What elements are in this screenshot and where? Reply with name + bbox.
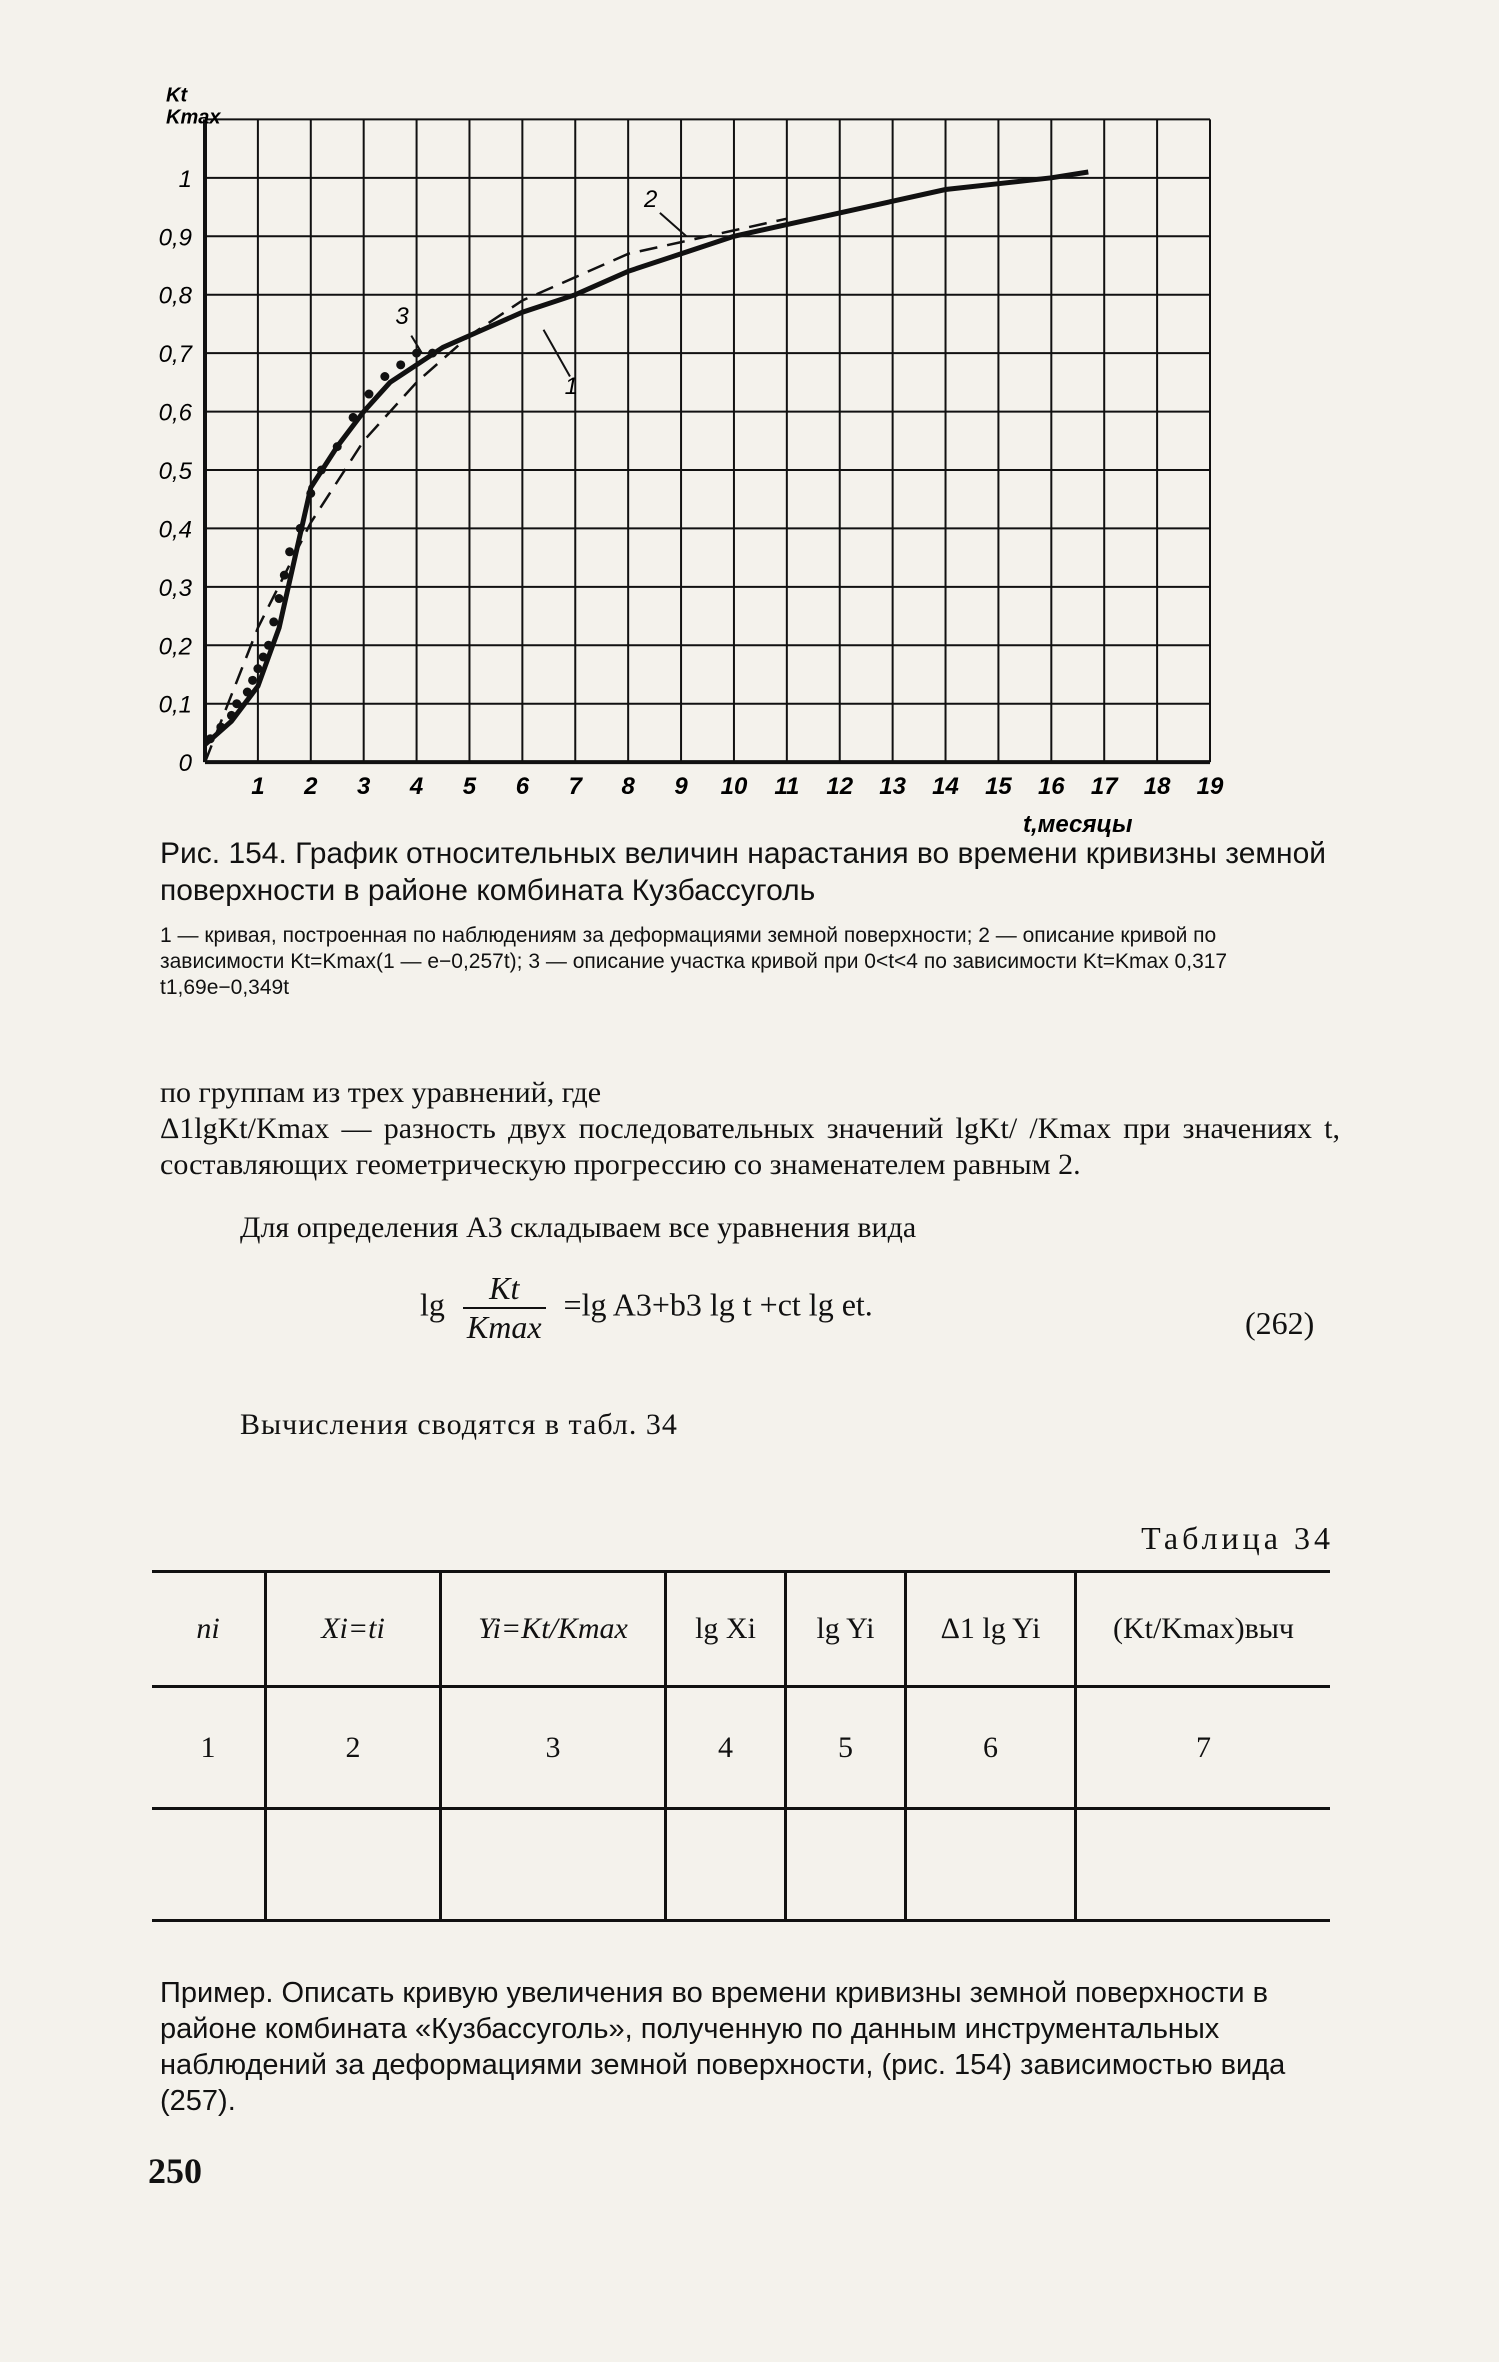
table-34 <box>152 1570 1330 1922</box>
x-tick-label: 12 <box>826 773 854 801</box>
x-tick-label: 15 <box>985 773 1012 801</box>
data-point <box>280 571 289 580</box>
data-point <box>259 652 268 661</box>
figure-154-chart <box>158 84 1330 839</box>
data-point <box>428 349 437 358</box>
equation-262 <box>420 1270 873 1346</box>
table-cell: 2 <box>266 1687 441 1809</box>
x-tick-label: 6 <box>515 773 530 801</box>
eq-denominator: Kmax <box>466 1309 542 1345</box>
y-tick-label: 0,2 <box>158 633 192 661</box>
x-tick-label: 17 <box>1090 773 1118 801</box>
x-tick-label: 3 <box>357 773 371 801</box>
example-paragraph: Пример. Описать кривую увеличения во времени кривизны земной поверхности в районе комбината «Кузбассуголь», полученную по данным инструментальных наблюдений за деформациями земной поверхности, (рис. 154) зависимостью вида (257). <box>160 1977 1286 2117</box>
x-tick-label: 5 <box>462 773 477 801</box>
annotation-leader <box>660 213 686 236</box>
table-cell <box>1076 1809 1331 1921</box>
table-cell <box>786 1809 906 1921</box>
table-row <box>152 1687 1330 1809</box>
data-point <box>296 524 305 533</box>
data-point <box>317 466 326 475</box>
x-tick-label: 11 <box>774 773 800 801</box>
table-cell <box>666 1809 786 1921</box>
table-cell <box>266 1809 441 1921</box>
y-axis-label: Kt <box>166 84 188 107</box>
table-cell: 6 <box>906 1687 1076 1809</box>
series-2-line <box>205 219 787 763</box>
x-tick-labels <box>251 773 1224 800</box>
y-tick-label: 0 <box>178 750 192 778</box>
data-point <box>227 711 236 720</box>
x-tick-label: 13 <box>879 773 906 801</box>
table-cell: 1 <box>200 1730 216 1764</box>
data-point <box>349 413 358 422</box>
table-cell: 5 <box>786 1687 906 1809</box>
header-yi: Yi=Kt/Kmax <box>441 1572 666 1687</box>
curve-number-label: 1 <box>564 373 579 401</box>
data-point <box>243 688 252 697</box>
paragraph-3: Для определения A3 складываем все уравнения вида <box>240 1211 917 1244</box>
data-point <box>396 360 405 369</box>
figure-caption: Рис. 154. График относительных величин нарастания во времени кривизны земной поверхности в районе комбината Кузбассуголь <box>160 837 1327 907</box>
figure-legend: 1 — кривая, построенная по наблюдениям за деформациями земной поверхности; 2 — описание кривой по зависимости Kt=Kmax(1 — e−0,257t); 3 — описание участка кривой при 0<t<4 по зависимости Kt=Kmax 0,317 t1,69e−0,349t <box>160 924 1228 999</box>
paragraph-1: по группам из трех уравнений, где <box>160 1076 602 1109</box>
data-point <box>206 734 215 743</box>
x-tick-label: 8 <box>621 773 635 801</box>
y-tick-label: 0,1 <box>158 691 192 719</box>
eq-lhs: lg <box>420 1286 445 1323</box>
x-tick-label: 10 <box>720 773 748 801</box>
y-tick-labels <box>159 166 194 777</box>
y-tick-label: 0,4 <box>158 516 192 544</box>
y-tick-label: 0,5 <box>158 458 192 485</box>
header-xi: Xi=ti <box>266 1572 441 1687</box>
equation-number: (262) <box>1245 1305 1315 1341</box>
y-tick-label: 0,6 <box>158 399 192 427</box>
x-tick-label: 2 <box>304 773 318 801</box>
x-tick-label: 19 <box>1196 773 1224 801</box>
curve-number-label: 3 <box>395 302 409 330</box>
y-tick-label: 1 <box>178 165 192 193</box>
table-row-empty <box>152 1809 1330 1921</box>
header-ni: ni <box>196 1612 220 1645</box>
table-cell: 7 <box>1076 1687 1331 1809</box>
y-tick-label: 0,7 <box>158 341 192 369</box>
table-caption: Таблица 34 <box>1141 1520 1334 1556</box>
eq-numerator: Kt <box>463 1270 546 1309</box>
chart-grid <box>205 119 1210 762</box>
y-tick-label: 0,3 <box>158 574 192 602</box>
x-tick-label: 7 <box>568 773 582 801</box>
table-header-row <box>152 1572 1330 1687</box>
paragraph-2: Δ1lgKt/Kmax — разность двух последовательных значений lgKt/ /Kmax при значениях t, составляющих геометрическую прогрессию со знаменателем равным 2. <box>160 1112 1340 1181</box>
table-cell: 4 <box>666 1687 786 1809</box>
table-cell: 3 <box>441 1687 666 1809</box>
data-point <box>248 676 257 685</box>
header-lgyi: lg Yi <box>786 1572 906 1687</box>
y-tick-label: 0,9 <box>158 224 192 252</box>
y-axis-label: Kmax <box>166 106 221 129</box>
header-delta-lgyi: Δ1 lg Yi <box>906 1572 1076 1687</box>
header-kt-kmax-calc: (Kt/Kmax)выч <box>1076 1572 1331 1687</box>
curve-number-label: 2 <box>644 186 658 214</box>
x-axis-label: t,месяцы <box>1022 811 1133 839</box>
data-point <box>333 442 342 451</box>
data-point <box>216 723 225 732</box>
data-point <box>253 664 262 673</box>
x-tick-label: 1 <box>251 773 265 801</box>
series-1-line <box>205 172 1088 745</box>
data-point <box>264 641 273 650</box>
y-tick-label: 0,8 <box>158 282 192 310</box>
table-cell <box>152 1809 266 1921</box>
x-tick-label: 4 <box>409 773 424 801</box>
page-number: 250 <box>148 2151 202 2191</box>
data-point <box>232 699 241 708</box>
eq-rhs: =lg A3+b3 lg t +ct lg et. <box>563 1286 873 1323</box>
data-point <box>275 594 284 603</box>
data-point <box>364 390 373 399</box>
eq-fraction <box>463 1270 546 1346</box>
x-tick-label: 18 <box>1143 773 1171 801</box>
x-tick-label: 16 <box>1037 773 1065 801</box>
header-lgxi: lg Xi <box>666 1572 786 1687</box>
data-point <box>380 372 389 381</box>
x-tick-label: 14 <box>932 773 959 801</box>
data-point <box>269 617 278 626</box>
data-point <box>306 489 315 498</box>
table-cell <box>441 1809 666 1921</box>
data-point <box>285 547 294 556</box>
series-layer <box>205 172 1088 762</box>
table-cell <box>906 1809 1076 1921</box>
paragraph-4: Вычисления сводятся в табл. 34 <box>240 1408 678 1441</box>
x-tick-label: 9 <box>674 773 688 801</box>
